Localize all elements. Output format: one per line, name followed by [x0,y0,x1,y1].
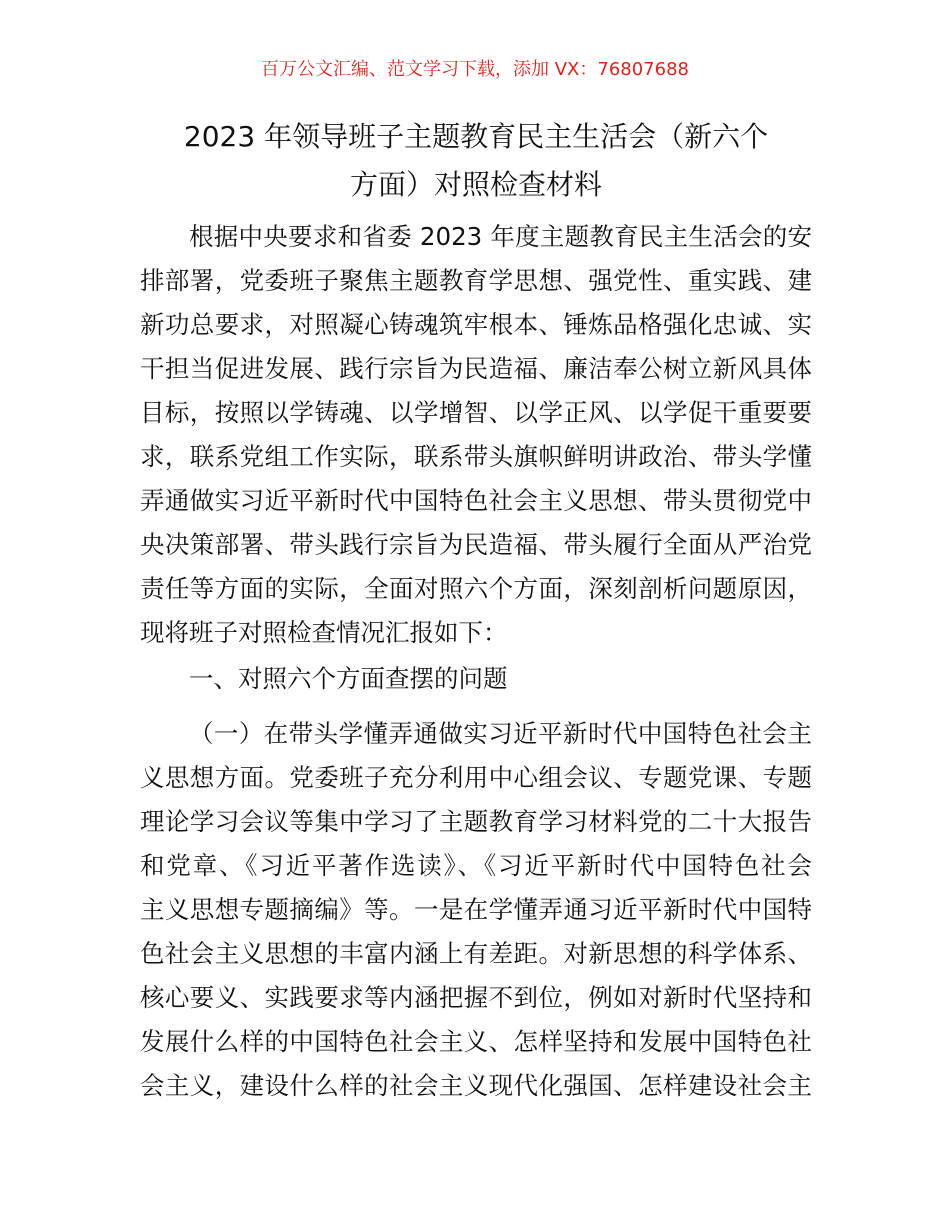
text-line: 会主义，建设什么样的社会主义现代化强国、怎样建设社会主 [140,1071,812,1100]
section-heading [140,657,812,701]
header-note: 百万公文汇编、范文学习下载，添加 VX：76807688 [261,59,689,80]
text-line: 新功总要求，对照凝心铸魂筑牢根本、锤炼品格强化忠诚、实 [140,310,812,339]
text-line: 责任等方面的实际，全面对照六个方面，深刻剖析问题原因， [140,574,812,603]
text-line: 根据中央要求和省委 2023 年度主题教育民主生活会的安 [189,222,812,251]
text-line: 弄通做实习近平新时代中国特色社会主义思想、带头贯彻党中 [140,486,812,515]
text-line: 央决策部署、带头践行宗旨为民造福、带头履行全面从严治党 [140,530,812,559]
text-line: 目标，按照以学铸魂、以学增智、以学正风、以学促干重要要 [140,398,812,427]
text-line: 发展什么样的中国特色社会主义、怎样坚持和发展中国特色社 [140,1027,812,1056]
text-line: 义思想方面。党委班子充分利用中心组会议、专题党课、专题 [140,763,812,792]
text-line: 求，联系党组工作实际，联系带头旗帜鲜明讲政治、带头学懂 [140,442,812,471]
text-line: 核心要义、实践要求等内涵把握不到位，例如对新时代坚持和 [140,983,812,1012]
text-line: （一）在带头学懂弄通做实习近平新时代中国特色社会主 [189,719,812,748]
intro-paragraph [140,215,812,655]
section-heading-text: 一、对照六个方面查摆的问题 [189,664,508,693]
text-line: 主义思想专题摘编》等。一是在学懂弄通习近平新时代中国特 [140,895,812,924]
text-line: 和党章、《习近平著作选读》、《习近平新时代中国特色社会 [140,851,812,880]
text-line: 干担当促进发展、践行宗旨为民造福、廉洁奉公树立新风具体 [140,354,812,383]
title-line: 2023 年领导班子主题教育民主生活会（新六个 [183,120,769,153]
text-line: 排部署，党委班子聚焦主题教育学思想、强党性、重实践、建 [140,266,812,295]
text-line: 理论学习会议等集中学习了主题教育学习材料党的二十大报告 [140,807,812,836]
section1-paragraph [140,712,812,1108]
document-title [140,113,812,209]
text-line: 色社会主义思想的丰富内涵上有差距。对新思想的科学体系、 [140,939,812,968]
title-line: 方面）对照检查材料 [349,168,602,201]
text-line: 现将班子对照检查情况汇报如下： [140,618,508,647]
